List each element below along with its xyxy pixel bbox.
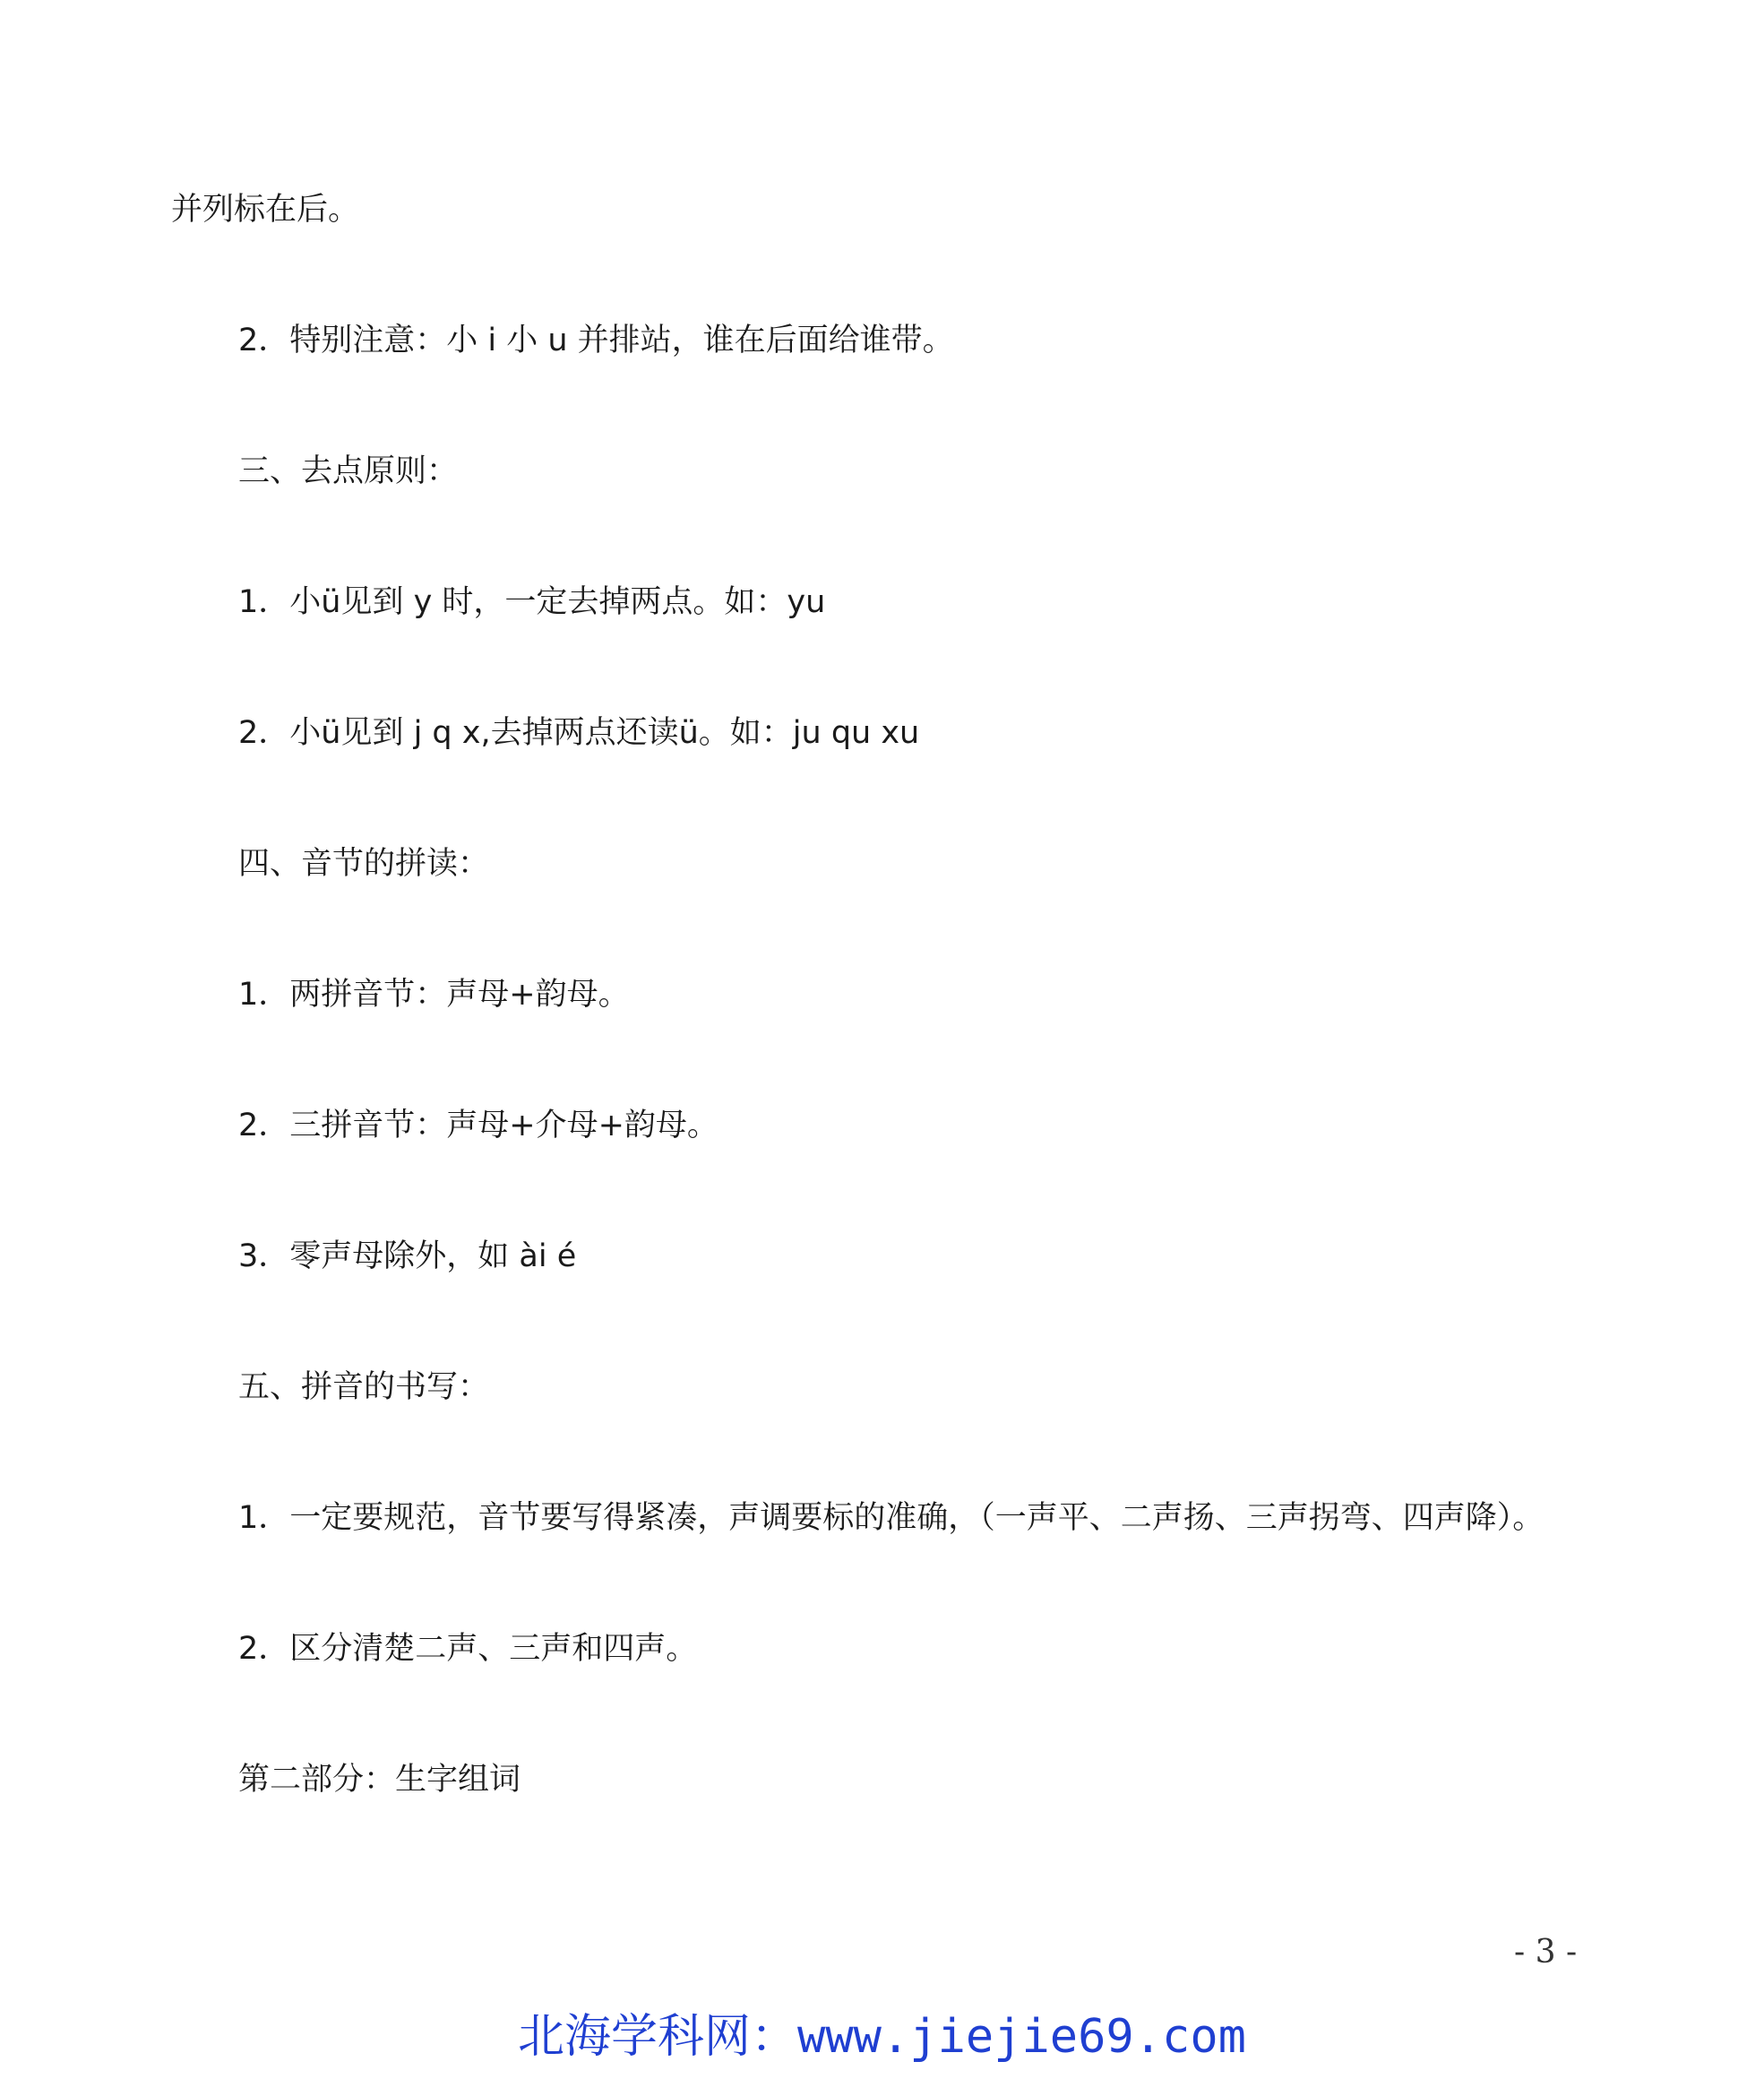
- section-heading-4: 四、音节的拼读：: [238, 846, 490, 882]
- watermark-site-name: 北海学科网：: [518, 2010, 798, 2064]
- text-line-syllable-3: 3．零声母除外，如 ài é: [238, 1238, 577, 1274]
- section-heading-3: 三、去点原则：: [238, 453, 459, 489]
- text-line-rule-2: 2．小ü见到 j q x,去掉两点还读ü。如：ju qu xu: [238, 715, 920, 751]
- part-heading: 第二部分：生字组词: [238, 1762, 521, 1798]
- text-line-writing-2: 2．区分清楚二声、三声和四声。: [238, 1631, 698, 1667]
- watermark: [0, 2010, 1764, 2064]
- text-line-syllable-1: 1．两拼音节：声母+韵母。: [238, 977, 630, 1013]
- watermark-url: www.jiejie69.com: [797, 2010, 1246, 2064]
- text-line-rule-1: 1．小ü见到 y 时，一定去掉两点。如：yu: [238, 584, 826, 620]
- page-number: - 3 -: [1514, 1934, 1578, 1971]
- text-line-syllable-2: 2．三拼音节：声母+介母+韵母。: [238, 1108, 719, 1143]
- text-line-writing-1: 1．一定要规范，音节要写得紧凑，声调要标的准确，（一声平、二声扬、三声拐弯、四声降）。: [238, 1500, 1545, 1536]
- section-heading-5: 五、拼音的书写：: [238, 1369, 490, 1405]
- text-line-note-2: 2．特别注意：小 i 小 u 并排站，谁在后面给谁带。: [238, 323, 954, 358]
- text-line-continuation: 并列标在后。: [171, 192, 360, 228]
